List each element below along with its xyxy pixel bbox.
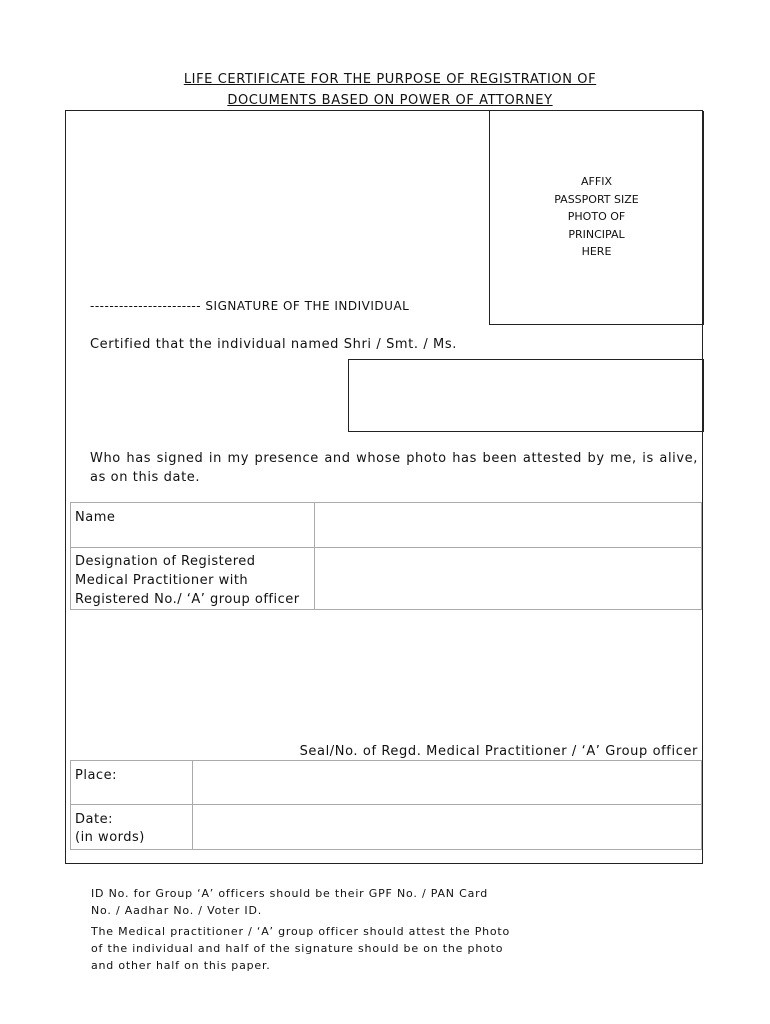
note-id-number: ID No. for Group ‘A’ officers should be their GPF No. / PAN Card No. / Aadhar No. / Voter ID. [91,887,489,917]
name-label: Name [75,510,116,525]
date-label: Date: [75,812,113,827]
certified-statement: Certified that the individual named Shri / Smt. / Ms. [90,337,457,352]
photo-box-instruction: AFFIX PASSPORT SIZE PHOTO OF PRINCIPAL HERE [554,175,639,258]
passport-photo-box [489,111,704,325]
signature-line: ----------------------- SIGNATURE OF THE INDIVIDUAL [90,299,410,313]
place-label: Place: [75,768,117,783]
date-in-words-label: (in words) [75,830,145,845]
table-divider [314,503,315,609]
place-date-table [70,760,702,850]
note-photo-attestation: The Medical practitioner / ‘A’ group officer should attest the Photo of the individual and half of the signature should be on the photo and other half on this paper. [91,925,511,972]
seal-caption: Seal/No. of Regd. Medical Practitioner / ‘A’ Group officer [299,744,698,759]
form-title-line-1: LIFE CERTIFICATE FOR THE PURPOSE OF REGISTRATION OF [183,72,597,87]
individual-name-box [348,359,704,432]
form-title-line-2: DOCUMENTS BASED ON POWER OF ATTORNEY [227,93,553,108]
designation-label: Designation of Registered Medical Practitioner with Registered No./ ‘A’ group officer [75,554,300,607]
table-divider [71,547,701,548]
table-divider [71,804,701,805]
practitioner-details-table [70,502,702,610]
witness-statement: Who has signed in my presence and whose photo has been attested by me, is alive, as on this date. [90,451,698,485]
table-divider [192,761,193,849]
